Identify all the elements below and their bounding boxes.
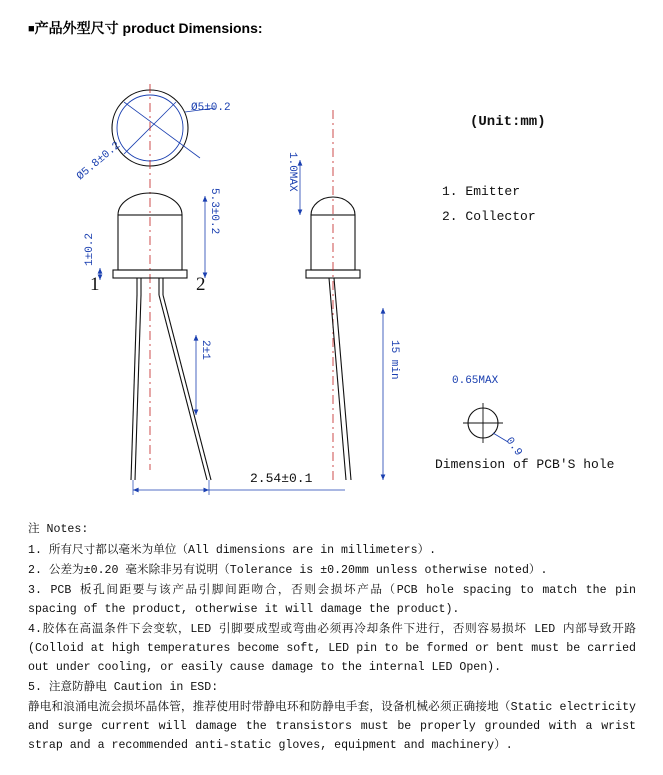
side-view-right (286, 110, 400, 480)
label-flange-thickness: 1±0.2 (84, 232, 96, 266)
label-lens-diameter: Ø5±0.2 (191, 102, 231, 114)
legend-item-1: 1. Emitter (442, 184, 521, 199)
note-item-5: 5. 注意防静电 Caution in ESD: (28, 681, 219, 694)
label-lead-length: 15 min (388, 340, 400, 380)
bullet-square-icon: ■ (28, 23, 35, 35)
page-title (28, 18, 263, 38)
pcb-hole-caption: Dimension of PCB'S hole (435, 457, 615, 472)
label-body-diameter: Ø5.8±0.2 (74, 139, 124, 184)
legend-item-2: 2. Collector (442, 209, 536, 224)
notes-heading: 注 Notes: (28, 523, 89, 536)
label-pcb-hole-diameter: 0.65MAX (452, 375, 499, 387)
pcb-hole-view (435, 375, 614, 472)
label-pin-pitch: 2.54±0.1 (250, 471, 313, 486)
label-unit: (Unit:mm) (470, 114, 546, 130)
front-view-left (84, 188, 345, 495)
label-lead-spacing-vertical: 2±1 (199, 340, 211, 360)
page-title-text: 产品外型尺寸 product Dimensions: (34, 20, 263, 36)
label-body-height: 5.3±0.2 (208, 188, 220, 235)
pin-number-2: 2 (196, 274, 206, 295)
note-item-6: 静电和浪涌电流会损坏晶体管，推荐使用时带静电环和防静电手套，设备机械必须正确接地（Static electricity and surge current will damage the transistors must be properly grounded with a wrist strap and a recommended anti-static gloves, equipment and machinery）. (28, 701, 636, 752)
note-item-4: 4.胶体在高温条件下会变软，LED 引脚要成型或弯曲必须再冷却条件下进行，否则容易损坏 LED 内部导致开路(Colloid at high temperatures become soft, LED pin to be formed or bent must be carried out under cooling, or easily cause damage to the internal LED Open). (28, 623, 636, 674)
label-pcb-hole-small: 0.9 (502, 435, 524, 459)
dimension-drawing (0, 40, 663, 510)
label-top-flat: 1.0MAX (286, 152, 298, 192)
note-item-2: 2. 公差为±0.20 毫米除非另有说明（Tolerance is ±0.20mm unless otherwise noted）. (28, 564, 548, 577)
note-item-3: 3. PCB 板孔间距要与该产品引脚间距吻合，否则会损坏产品（PCB hole spacing to match the pin spacing of the product, otherwise it will damage the product). (28, 584, 636, 616)
note-item-1: 1. 所有尺寸都以毫米为单位（All dimensions are in millimeters）. (28, 544, 437, 557)
pin-number-1: 1 (90, 274, 100, 295)
notes-section (28, 520, 636, 756)
